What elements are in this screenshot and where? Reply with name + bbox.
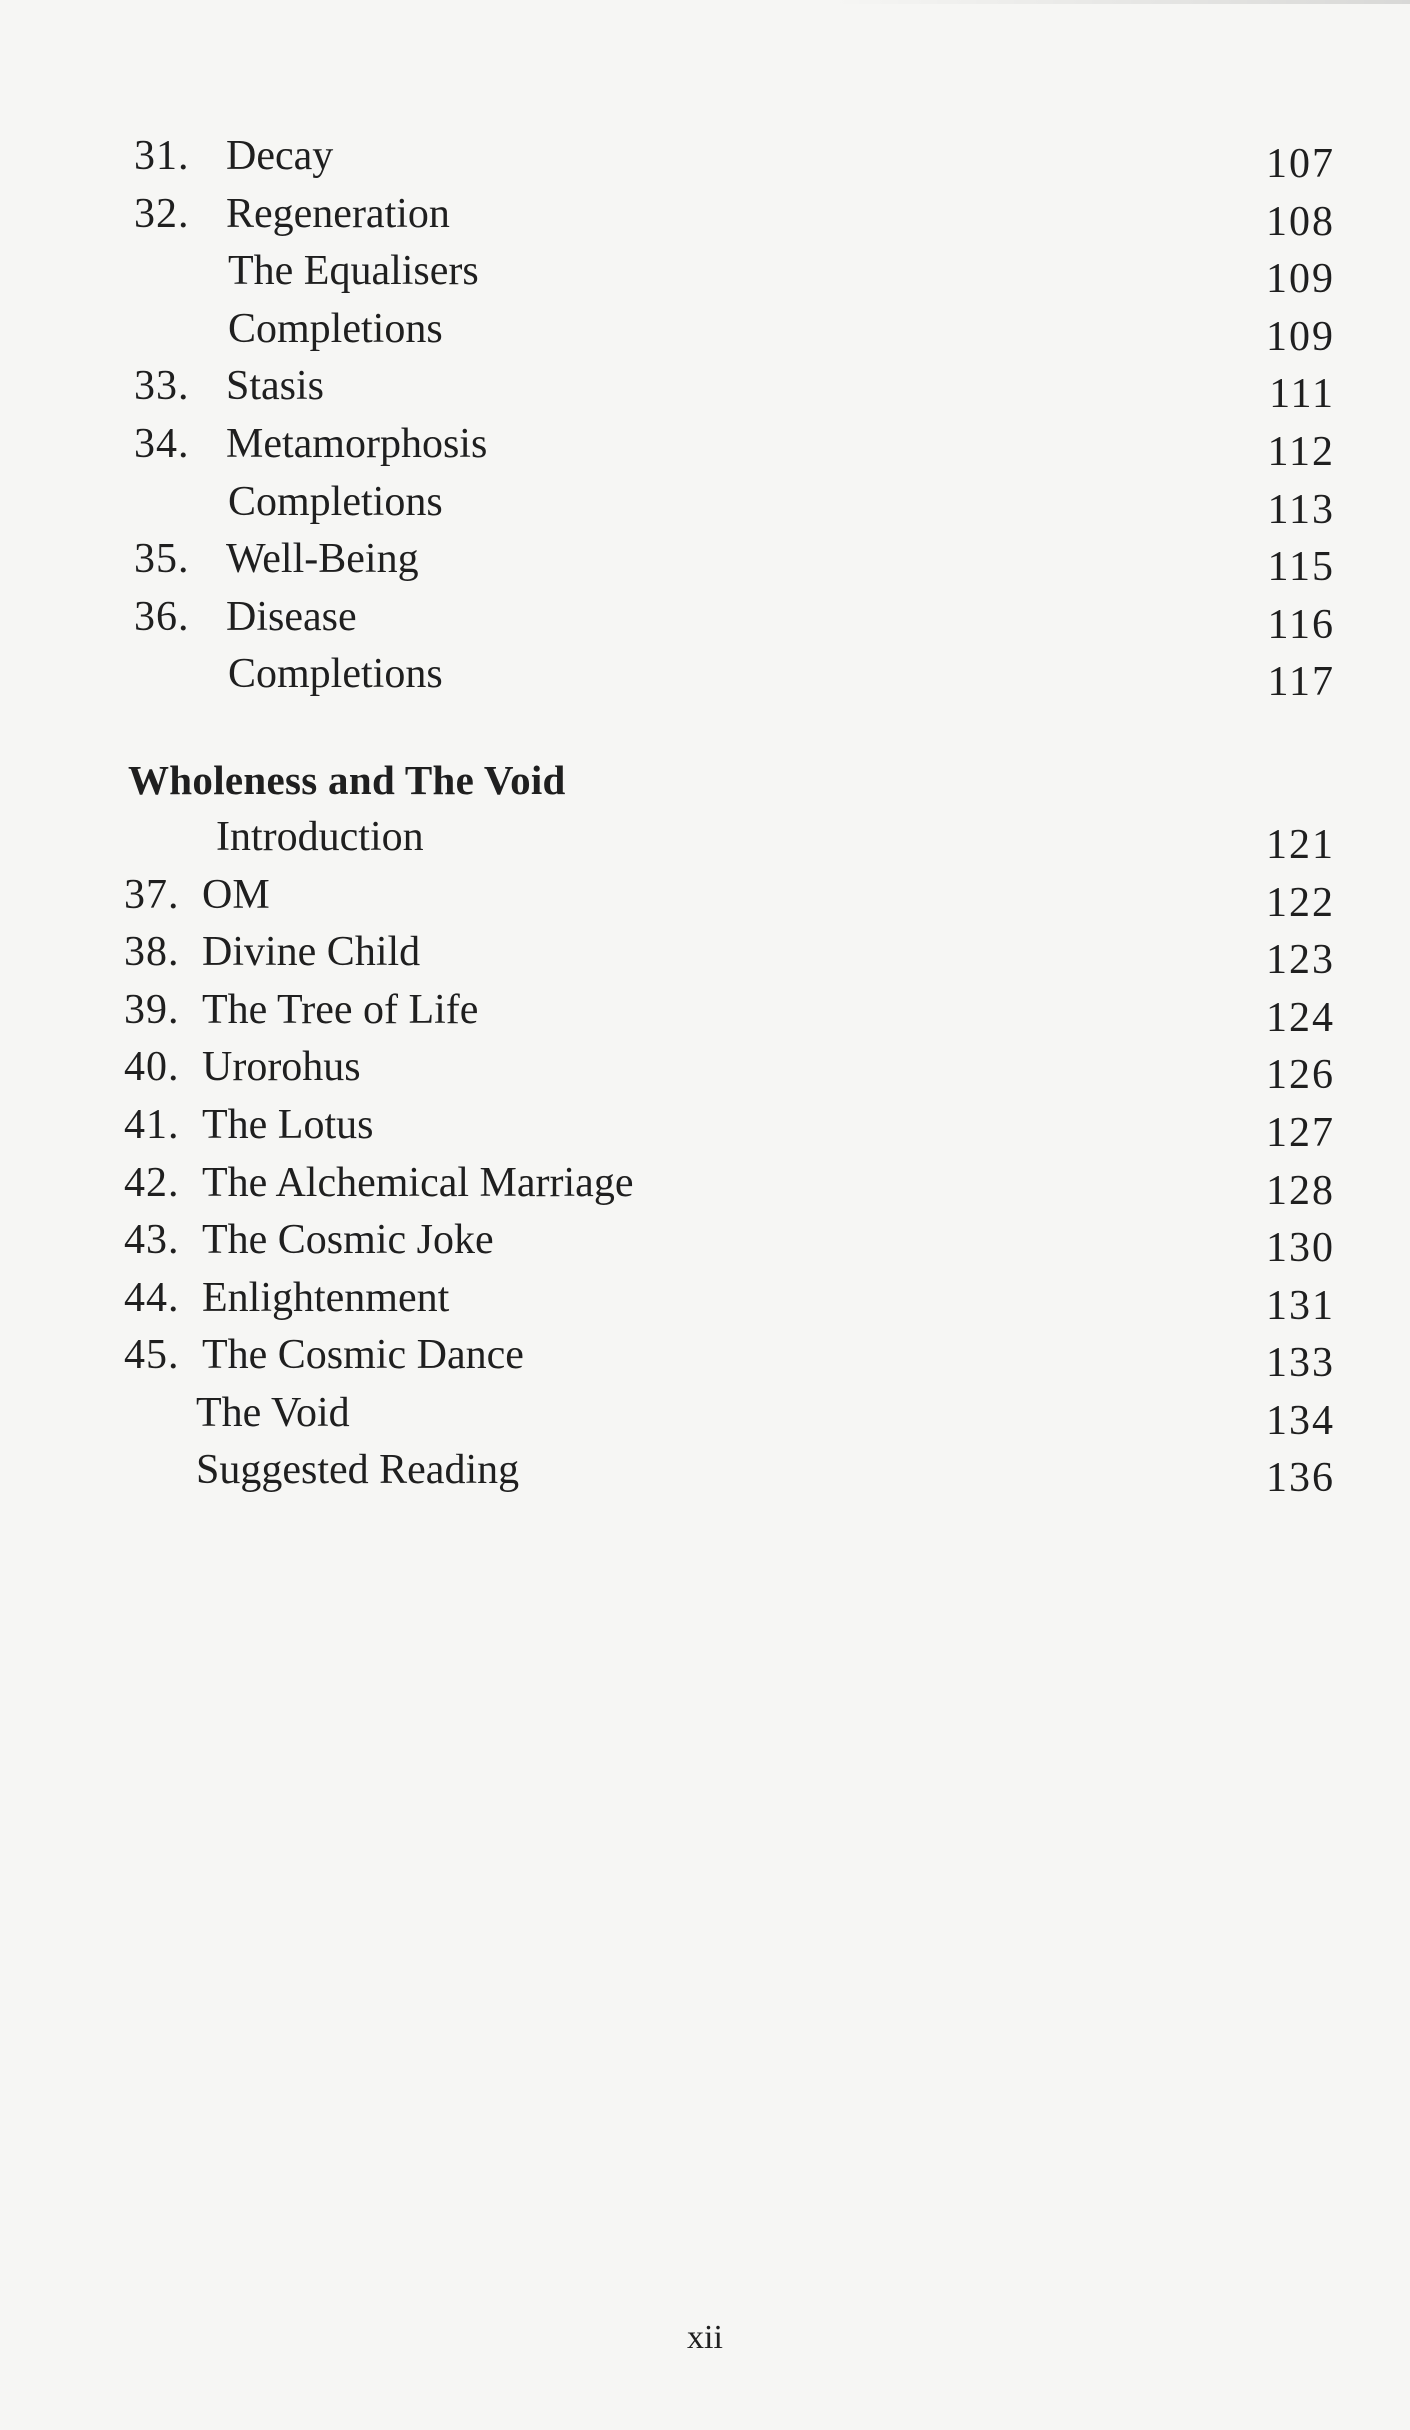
entry-title: The Void [196, 1389, 350, 1436]
entry-title: Introduction [216, 813, 424, 860]
toc-entry [120, 982, 1335, 1040]
entry-number: 39. [124, 986, 180, 1033]
toc-part-one [120, 128, 1335, 704]
toc-entry [120, 416, 1335, 474]
entry-title: The Cosmic Joke [202, 1217, 494, 1264]
entry-number: 31. [134, 133, 190, 179]
entry-number: 36. [134, 593, 190, 640]
toc-subentry [120, 1442, 1335, 1500]
entry-page: 107 [1266, 141, 1335, 187]
toc-subentry [120, 1385, 1335, 1443]
entry-page: 127 [1266, 1109, 1335, 1156]
entry-title: The Tree of Life [202, 986, 479, 1033]
toc-entry [120, 1155, 1335, 1213]
entry-title: Suggested Reading [196, 1447, 520, 1494]
entry-page: 134 [1266, 1397, 1335, 1444]
section-spacer [120, 704, 1335, 752]
entry-number: 42. [124, 1159, 180, 1206]
toc-entry [120, 1097, 1335, 1155]
toc-entry [120, 924, 1335, 982]
entry-title: Enlightenment [202, 1274, 450, 1321]
entry-page: 121 [1266, 821, 1335, 868]
entry-title: Divine Child [202, 929, 421, 976]
entry-number: 40. [124, 1044, 180, 1091]
toc-subentry [120, 474, 1335, 532]
entry-title: Disease [226, 593, 357, 640]
entry-page: 116 [1267, 601, 1335, 648]
entry-title: Well-Being [226, 536, 419, 583]
toc-subentry [120, 301, 1335, 359]
entry-number: 35. [134, 536, 190, 583]
entry-page: 113 [1267, 486, 1335, 533]
toc-entry [120, 358, 1335, 416]
entry-title: Metamorphosis [226, 420, 488, 467]
entry-number: 33. [134, 363, 190, 410]
toc-subentry [120, 809, 1335, 867]
toc-entry [120, 1270, 1335, 1328]
entry-number: 41. [124, 1101, 180, 1148]
page-number: xii [687, 2319, 723, 2356]
entry-title: OM [202, 871, 270, 918]
entry-number: 32. [134, 190, 190, 237]
toc-entry [120, 589, 1335, 647]
toc-entry [120, 531, 1335, 589]
entry-page: 130 [1266, 1225, 1335, 1272]
entry-title: Urorohus [202, 1044, 361, 1091]
entry-page: 111 [1269, 371, 1335, 418]
entry-title: The Cosmic Dance [202, 1332, 524, 1379]
entry-title: Completions [228, 651, 443, 698]
entry-title: Regeneration [226, 190, 450, 237]
entry-page: 131 [1266, 1282, 1335, 1329]
entry-page: 109 [1266, 256, 1335, 303]
entry-number: 37. [124, 871, 180, 918]
toc-entry [120, 128, 1335, 186]
entry-number: 38. [124, 929, 180, 976]
entry-page: 108 [1266, 198, 1335, 245]
entry-page: 124 [1266, 994, 1335, 1041]
toc-entry [120, 1327, 1335, 1385]
toc-entry [120, 1039, 1335, 1097]
entry-page: 115 [1267, 544, 1335, 591]
toc-subentry [120, 243, 1335, 301]
entry-title: Completions [228, 305, 443, 352]
entry-page: 117 [1267, 659, 1335, 706]
toc-subentry [120, 646, 1335, 704]
toc-part-two [120, 809, 1335, 1500]
entry-number: 45. [124, 1332, 180, 1379]
entry-number: 44. [124, 1274, 180, 1321]
toc-entry [120, 186, 1335, 244]
entry-page: 136 [1266, 1455, 1335, 1502]
entry-page: 122 [1266, 879, 1335, 926]
toc-entry [120, 1212, 1335, 1270]
toc-entry [120, 867, 1335, 925]
page-edge-shadow [830, 0, 1410, 4]
section-heading: Wholeness and The Void [128, 756, 566, 803]
entry-title: Decay [226, 133, 334, 179]
entry-title: The Alchemical Marriage [202, 1159, 634, 1206]
entry-page: 126 [1266, 1052, 1335, 1099]
entry-page: 133 [1266, 1340, 1335, 1387]
entry-page: 112 [1267, 428, 1335, 475]
entry-title: The Lotus [202, 1101, 374, 1148]
entry-title: The Equalisers [228, 248, 479, 295]
entry-page: 123 [1266, 937, 1335, 984]
table-of-contents [120, 128, 1335, 1500]
entry-number: 43. [124, 1217, 180, 1264]
entry-page: 128 [1266, 1167, 1335, 1214]
entry-page: 109 [1266, 313, 1335, 360]
entry-title: Completions [228, 478, 443, 525]
entry-title: Stasis [226, 363, 325, 410]
entry-number: 34. [134, 420, 190, 467]
